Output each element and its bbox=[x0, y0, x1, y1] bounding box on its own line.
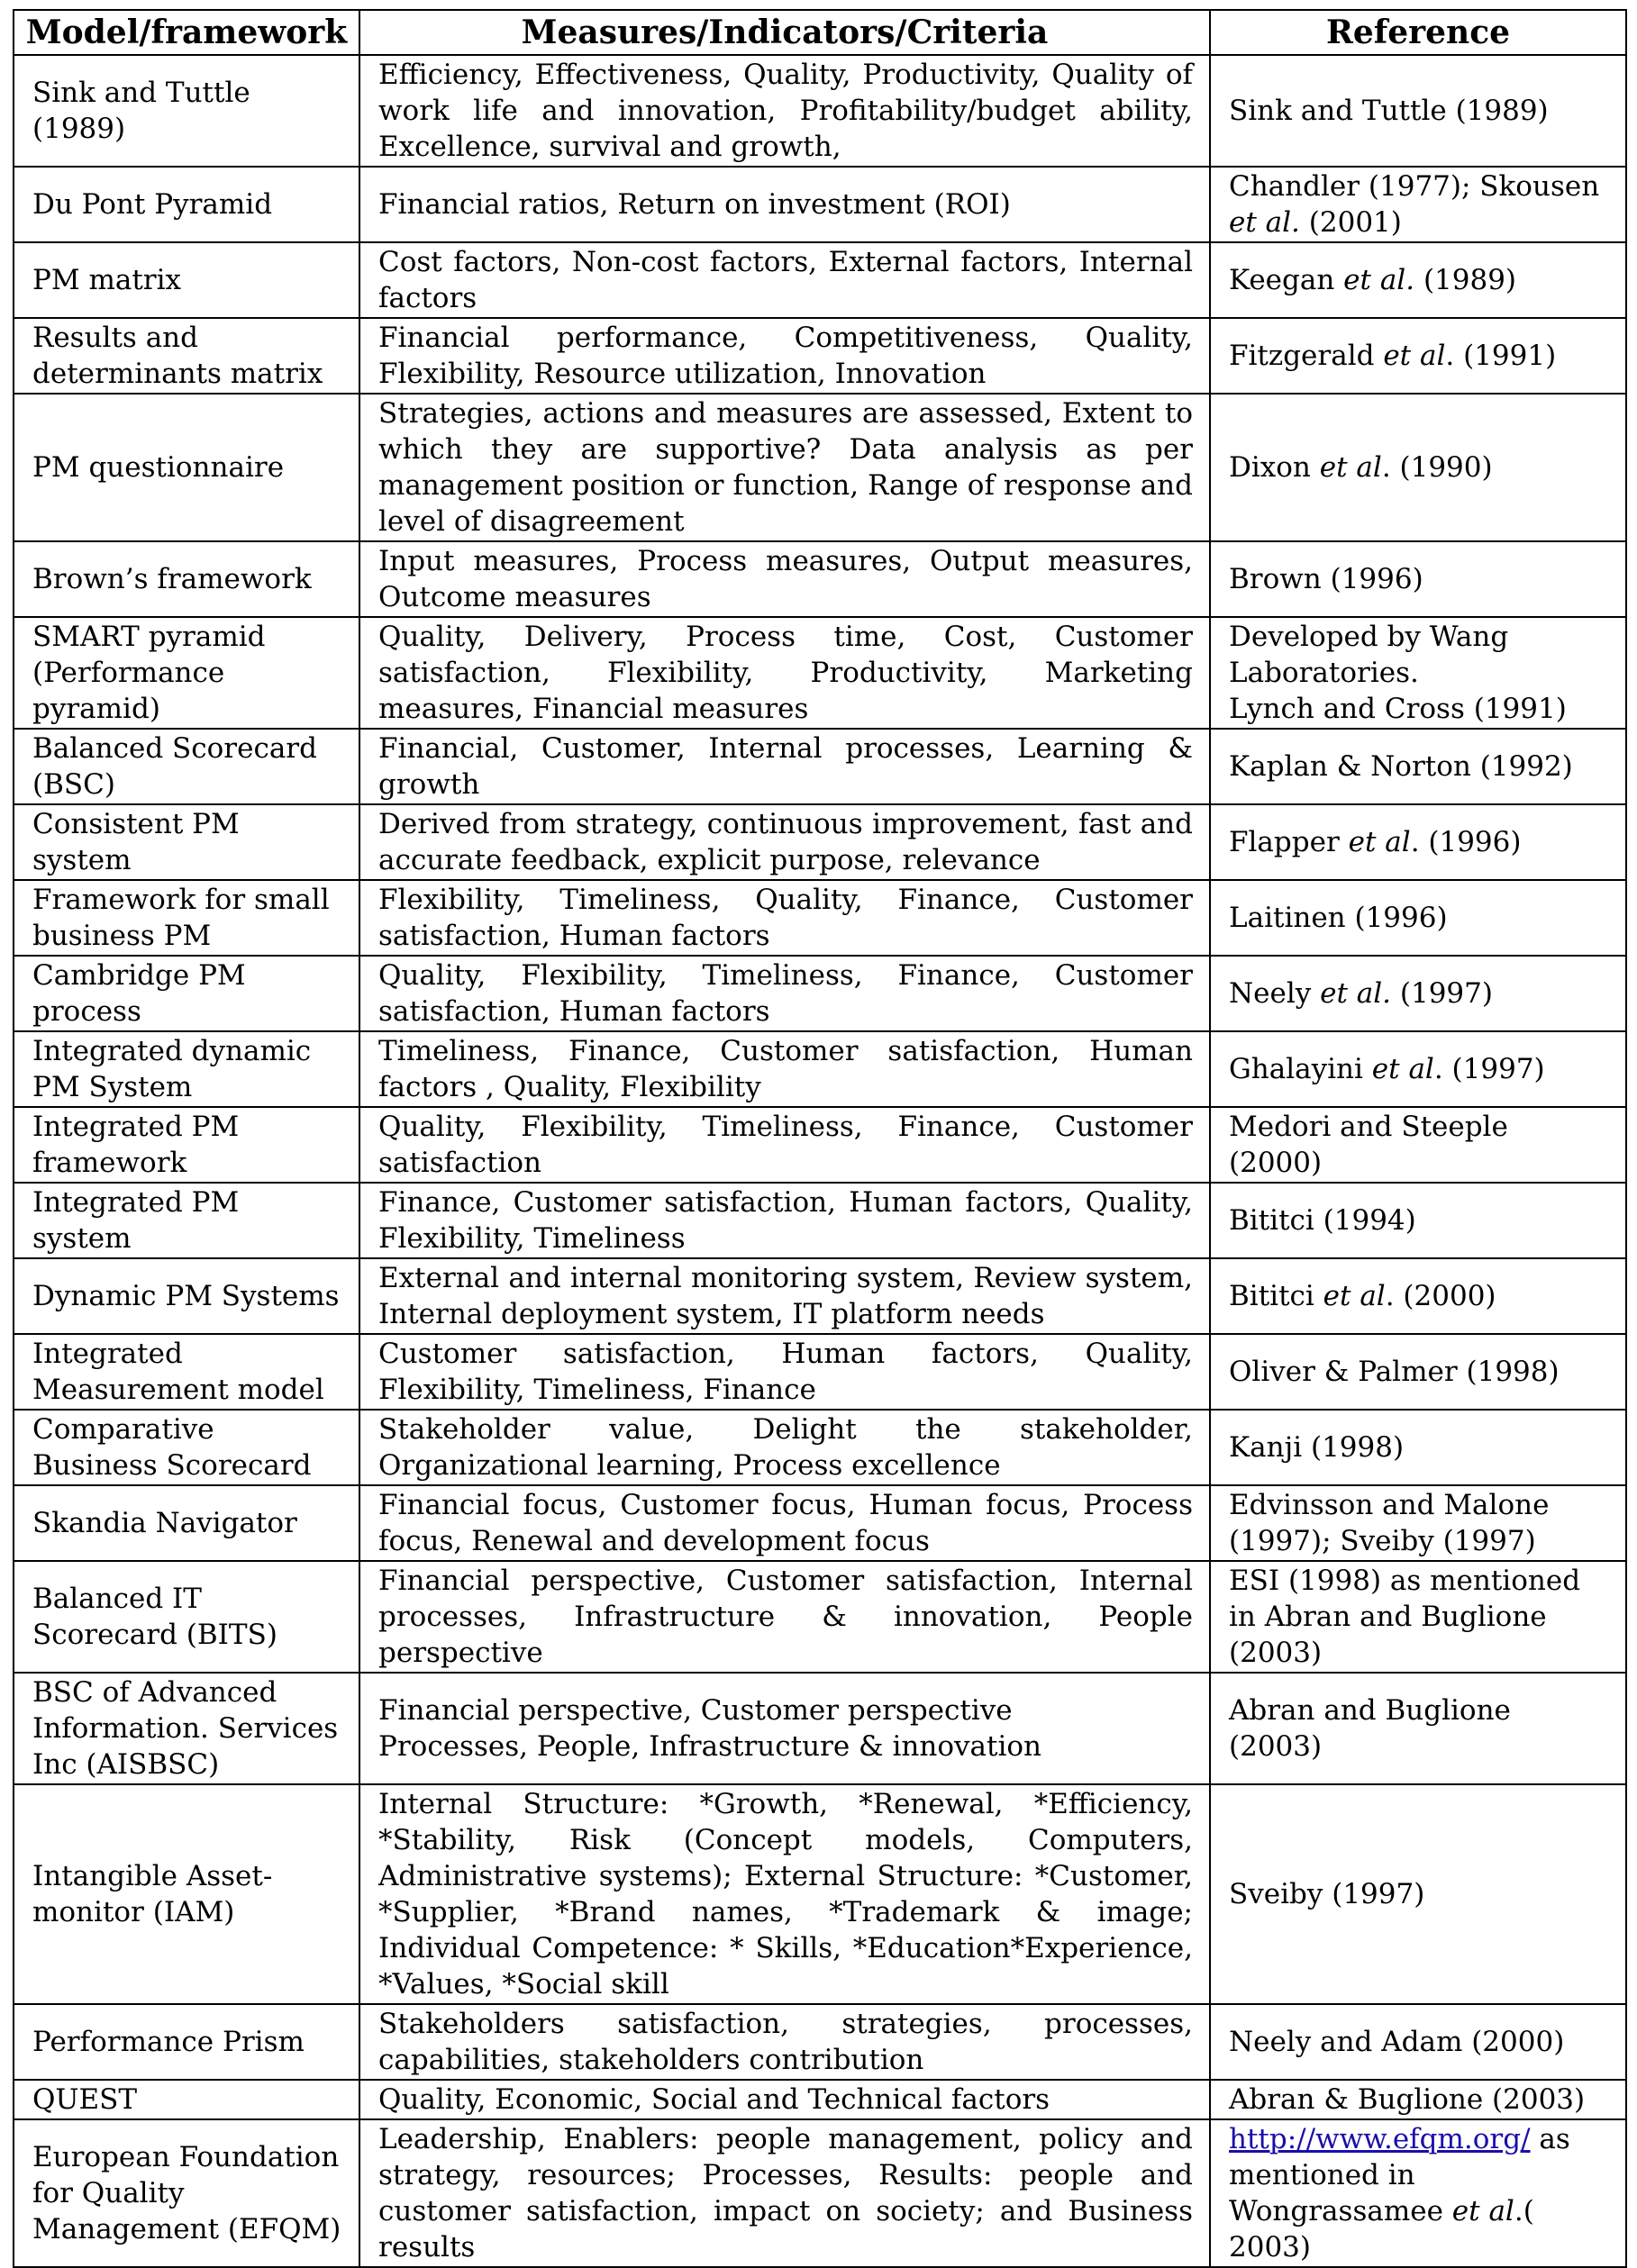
table-row bbox=[14, 1784, 1626, 2004]
measures-cell bbox=[359, 2119, 1210, 2267]
table-row bbox=[14, 1107, 1626, 1183]
reference-text: Lynch and Cross (1991) bbox=[1229, 693, 1567, 725]
reference-cell bbox=[1210, 2004, 1626, 2080]
reference-cell bbox=[1210, 1673, 1626, 1784]
reference-text: Developed by Wang Laboratories. bbox=[1229, 621, 1509, 689]
reference-cell bbox=[1210, 541, 1626, 617]
model-name-cell: Balanced Scorecard (BSC) bbox=[14, 729, 359, 804]
measures-text: Quality, Economic, Social and Technical factors bbox=[378, 2083, 1050, 2116]
measures-text: Input measures, Process measures, Output measures, Outcome measures bbox=[378, 545, 1193, 613]
reference-cell bbox=[1210, 804, 1626, 880]
measures-cell bbox=[359, 1183, 1210, 1258]
measures-text: Timeliness, Finance, Customer satisfaction, Human factors , Quality, Flexibility bbox=[378, 1035, 1193, 1103]
table-row bbox=[14, 880, 1626, 956]
model-name-cell: PM matrix bbox=[14, 242, 359, 318]
model-name-cell: Integrated PM system bbox=[14, 1183, 359, 1258]
reference-text: Chandler (1977); Skousen bbox=[1229, 170, 1600, 203]
table-header bbox=[14, 10, 1626, 55]
table-row bbox=[14, 1561, 1626, 1673]
reference-text: Dixon bbox=[1229, 451, 1320, 484]
reference-cell bbox=[1210, 394, 1626, 541]
reference-etal: et al bbox=[1348, 826, 1411, 858]
reference-etal: et al. bbox=[1229, 206, 1300, 239]
measures-cell bbox=[359, 804, 1210, 880]
model-name-cell: PM questionnaire bbox=[14, 394, 359, 541]
reference-text: Abran and Buglione (2003) bbox=[1229, 1694, 1511, 1763]
model-name-cell: Performance Prism bbox=[14, 2004, 359, 2080]
reference-cell bbox=[1210, 1107, 1626, 1183]
table-row bbox=[14, 318, 1626, 394]
model-name-cell: Framework for small business PM bbox=[14, 880, 359, 956]
measures-text: Strategies, actions and measures are assessed, Extent to which they are supportive? Data analysis as per management position or function, Range of response and level of disagreement bbox=[378, 397, 1193, 538]
model-name-cell: SMART pyramid (Performance pyramid) bbox=[14, 617, 359, 729]
reference-cell bbox=[1210, 55, 1626, 167]
measures-cell bbox=[359, 617, 1210, 729]
table-row bbox=[14, 1258, 1626, 1334]
reference-etal: et al. bbox=[1320, 977, 1392, 1010]
model-name-cell: Integrated dynamic PM System bbox=[14, 1031, 359, 1107]
reference-text: Bititci (1994) bbox=[1229, 1204, 1416, 1237]
measures-cell bbox=[359, 2080, 1210, 2119]
measures-text: Stakeholder value, Delight the stakeholder, Organizational learning, Process excellence bbox=[378, 1413, 1193, 1482]
measures-text: Efficiency, Effectiveness, Quality, Productivity, Quality of work life and innovation, Profitability/budget ability, Excellence, survival and growth, bbox=[378, 59, 1193, 163]
reference-text: Abran & Buglione (2003) bbox=[1229, 2083, 1586, 2116]
model-name-cell: Brown’s framework bbox=[14, 541, 359, 617]
reference-text: Flapper bbox=[1229, 826, 1349, 858]
header-reference: Reference bbox=[1210, 10, 1626, 55]
measures-text: Derived from strategy, continuous improvement, fast and accurate feedback, explicit purpose, relevance bbox=[378, 808, 1193, 876]
reference-cell bbox=[1210, 1485, 1626, 1561]
measures-text: External and internal monitoring system, Review system, Internal deployment system, IT platform needs bbox=[378, 1262, 1193, 1330]
model-name-cell: Skandia Navigator bbox=[14, 1485, 359, 1561]
measures-cell bbox=[359, 394, 1210, 541]
header-model: Model/framework bbox=[14, 10, 359, 55]
model-name-cell: QUEST bbox=[14, 2080, 359, 2119]
model-name-cell: Du Pont Pyramid bbox=[14, 167, 359, 242]
model-name-cell: European Foundation for Quality Management (EFQM) bbox=[14, 2119, 359, 2267]
measures-text: Quality, Flexibility, Timeliness, Finance, Customer satisfaction, Human factors bbox=[378, 959, 1193, 1028]
model-name-cell: Intangible Asset-monitor (IAM) bbox=[14, 1784, 359, 2004]
reference-cell bbox=[1210, 729, 1626, 804]
reference-cell bbox=[1210, 2080, 1626, 2119]
measures-cell bbox=[359, 242, 1210, 318]
reference-etal: et al bbox=[1371, 1053, 1434, 1085]
reference-cell bbox=[1210, 318, 1626, 394]
reference-text: Laitinen (1996) bbox=[1229, 902, 1448, 934]
reference-cell bbox=[1210, 1031, 1626, 1107]
header-measures: Measures/Indicators/Criteria bbox=[359, 10, 1210, 55]
reference-text: (1997) bbox=[1391, 977, 1493, 1010]
table-row bbox=[14, 2119, 1626, 2267]
reference-text: . (1990) bbox=[1381, 451, 1493, 484]
reference-cell bbox=[1210, 1258, 1626, 1334]
measures-cell bbox=[359, 55, 1210, 167]
reference-text: . (2000) bbox=[1385, 1280, 1496, 1312]
reference-text: Sink and Tuttle (1989) bbox=[1229, 95, 1549, 127]
measures-text: Financial, Customer, Internal processes, Learning & growth bbox=[378, 732, 1193, 801]
model-name-cell: Cambridge PM process bbox=[14, 956, 359, 1031]
frameworks-table bbox=[13, 9, 1627, 2268]
measures-text: Customer satisfaction, Human factors, Quality, Flexibility, Timeliness, Finance bbox=[378, 1338, 1193, 1406]
reference-text: (1989) bbox=[1414, 264, 1517, 296]
reference-cell bbox=[1210, 1561, 1626, 1673]
measures-text: Internal Structure: *Growth, *Renewal, *Efficiency, *Stability, Risk (Concept models, Computers, Administrative systems); External Structure: *Customer, *Supplier, *Brand names, *Trademark & image; Individual Competence: * Skills, *Education*Experience, *Values, *Social skill bbox=[378, 1788, 1193, 2000]
reference-text: (2001) bbox=[1299, 206, 1402, 239]
table-row bbox=[14, 1183, 1626, 1258]
model-name-cell: Results and determinants matrix bbox=[14, 318, 359, 394]
reference-text: Neely bbox=[1229, 977, 1321, 1010]
table-row bbox=[14, 1485, 1626, 1561]
reference-text: Bititci bbox=[1229, 1280, 1323, 1312]
reference-text: Kanji (1998) bbox=[1229, 1431, 1405, 1464]
reference-cell bbox=[1210, 956, 1626, 1031]
measures-text: Financial ratios, Return on investment (ROI) bbox=[378, 188, 1011, 221]
table-row bbox=[14, 729, 1626, 804]
measures-cell bbox=[359, 1334, 1210, 1410]
reference-cell bbox=[1210, 1183, 1626, 1258]
table-row bbox=[14, 55, 1626, 167]
model-name-cell: Integrated Measurement model bbox=[14, 1334, 359, 1410]
measures-cell bbox=[359, 1561, 1210, 1673]
measures-text: Financial focus, Customer focus, Human focus, Process focus, Renewal and development focus bbox=[378, 1489, 1193, 1557]
reference-cell bbox=[1210, 880, 1626, 956]
reference-cell bbox=[1210, 1334, 1626, 1410]
measures-text: Cost factors, Non-cost factors, External factors, Internal factors bbox=[378, 246, 1193, 314]
measures-cell bbox=[359, 1784, 1210, 2004]
reference-etal: et al bbox=[1323, 1280, 1386, 1312]
model-name-cell: Consistent PM system bbox=[14, 804, 359, 880]
measures-cell bbox=[359, 541, 1210, 617]
reference-text: . (1997) bbox=[1433, 1053, 1545, 1085]
measures-cell bbox=[359, 318, 1210, 394]
reference-text: .( 2003) bbox=[1229, 2195, 1534, 2263]
reference-text: Ghalayini bbox=[1229, 1053, 1372, 1085]
measures-text: Processes, People, Infrastructure & innovation bbox=[378, 1730, 1042, 1763]
table-row bbox=[14, 1410, 1626, 1485]
reference-cell bbox=[1210, 2119, 1626, 2267]
measures-text: Financial performance, Competitiveness, Quality, Flexibility, Resource utilization, Innovation bbox=[378, 322, 1193, 390]
model-name-cell: Integrated PM framework bbox=[14, 1107, 359, 1183]
reference-cell bbox=[1210, 167, 1626, 242]
table-row bbox=[14, 394, 1626, 541]
reference-text: Oliver & Palmer (1998) bbox=[1229, 1356, 1560, 1388]
reference-etal: et al bbox=[1319, 451, 1382, 484]
measures-cell bbox=[359, 1485, 1210, 1561]
reference-text: . (1991) bbox=[1445, 340, 1557, 372]
table-row bbox=[14, 242, 1626, 318]
reference-cell bbox=[1210, 1784, 1626, 2004]
reference-text: Kaplan & Norton (1992) bbox=[1229, 750, 1573, 783]
measures-text: Finance, Customer satisfaction, Human factors, Quality, Flexibility, Timeliness bbox=[378, 1186, 1193, 1255]
reference-text: Edvinsson and Malone (1997); Sveiby (1997) bbox=[1229, 1489, 1550, 1557]
measures-text: Stakeholders satisfaction, strategies, processes, capabilities, stakeholders contribution bbox=[378, 2008, 1193, 2076]
reference-text: Sveiby (1997) bbox=[1229, 1878, 1425, 1910]
table-row bbox=[14, 956, 1626, 1031]
measures-cell bbox=[359, 880, 1210, 956]
reference-etal: et al bbox=[1383, 340, 1446, 372]
model-name-cell: Dynamic PM Systems bbox=[14, 1258, 359, 1334]
measures-cell bbox=[359, 1673, 1210, 1784]
table-row bbox=[14, 804, 1626, 880]
model-name-cell: BSC of Advanced Information. Services Inc (AISBSC) bbox=[14, 1673, 359, 1784]
table-row bbox=[14, 2080, 1626, 2119]
measures-text: Leadership, Enablers: people management, policy and strategy, resources; Processes, Results: people and customer satisfaction, impact on society; and Business results bbox=[378, 2123, 1193, 2263]
reference-text: Keegan bbox=[1229, 264, 1344, 296]
table-row bbox=[14, 167, 1626, 242]
reference-etal: et al. bbox=[1343, 264, 1415, 296]
model-name-cell: Sink and Tuttle (1989) bbox=[14, 55, 359, 167]
reference-text: ESI (1998) as mentioned in Abran and Buglione (2003) bbox=[1229, 1565, 1581, 1669]
model-name-cell: Balanced IT Scorecard (BITS) bbox=[14, 1561, 359, 1673]
measures-text: Flexibility, Timeliness, Quality, Finance, Customer satisfaction, Human factors bbox=[378, 884, 1193, 952]
measures-cell bbox=[359, 1107, 1210, 1183]
reference-text: Neely and Adam (2000) bbox=[1229, 2026, 1565, 2058]
measures-cell bbox=[359, 2004, 1210, 2080]
reference-text: Medori and Steeple (2000) bbox=[1229, 1111, 1508, 1179]
measures-text: Financial perspective, Customer satisfaction, Internal processes, Infrastructure & innovation, People perspective bbox=[378, 1565, 1193, 1669]
model-name-cell: Comparative Business Scorecard bbox=[14, 1410, 359, 1485]
reference-text: Brown (1996) bbox=[1229, 563, 1423, 595]
reference-cell bbox=[1210, 617, 1626, 729]
reference-text: . (1996) bbox=[1410, 826, 1522, 858]
reference-cell bbox=[1210, 1410, 1626, 1485]
measures-cell bbox=[359, 1031, 1210, 1107]
table-row bbox=[14, 541, 1626, 617]
measures-cell bbox=[359, 1410, 1210, 1485]
table-row bbox=[14, 2004, 1626, 2080]
measures-cell bbox=[359, 729, 1210, 804]
header-row bbox=[14, 10, 1626, 55]
reference-etal: et al bbox=[1451, 2195, 1514, 2227]
table-row bbox=[14, 1031, 1626, 1107]
reference-text: Fitzgerald bbox=[1229, 340, 1384, 372]
measures-cell bbox=[359, 167, 1210, 242]
table-row bbox=[14, 617, 1626, 729]
measures-text: Financial perspective, Customer perspective bbox=[378, 1694, 1013, 1727]
table-row bbox=[14, 1673, 1626, 1784]
table-row bbox=[14, 1334, 1626, 1410]
reference-cell bbox=[1210, 242, 1626, 318]
measures-cell bbox=[359, 1258, 1210, 1334]
table-body bbox=[14, 55, 1626, 2267]
measures-text: Quality, Flexibility, Timeliness, Finance, Customer satisfaction bbox=[378, 1111, 1193, 1179]
reference-text: as mentioned in Wongrassamee bbox=[1229, 2123, 1570, 2227]
reference-link[interactable]: http://www.efqm.org/ bbox=[1229, 2123, 1531, 2155]
measures-cell bbox=[359, 956, 1210, 1031]
measures-text: Quality, Delivery, Process time, Cost, Customer satisfaction, Flexibility, Productivity, Marketing measures, Financial measures bbox=[378, 621, 1193, 725]
